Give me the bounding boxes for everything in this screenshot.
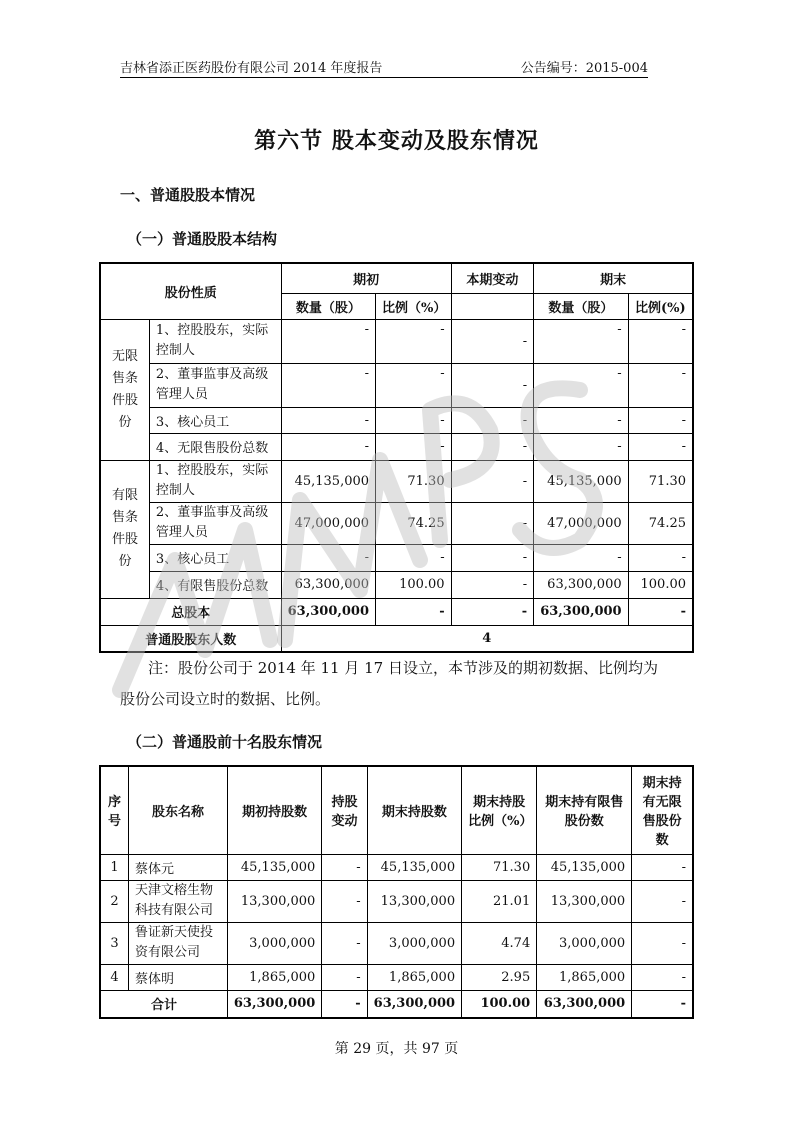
header-end-qty: 数量（股） xyxy=(534,293,628,319)
header-begin: 期初 xyxy=(281,263,451,293)
table-row: 有限售条件股份 1、控股股东，实际控制人 45,135,000 71.30 - 45,135,000 71.30 xyxy=(100,460,693,502)
table-row: 无限售条件股份 1、控股股东，实际控制人 - - - - - xyxy=(100,319,693,363)
header-begin-qty: 数量（股） xyxy=(281,293,375,319)
top-holders-table xyxy=(99,765,694,1019)
header-end-ratio: 比例(%) xyxy=(628,293,693,319)
total-row: 总股本 63,300,000 - - 63,300,000 - xyxy=(100,598,693,625)
table-row: 2、董事监事及高级管理人员 - - - - - xyxy=(100,363,693,407)
table-row: 4、有限售股份总数 63,300,000 100.00 - 63,300,000 100.00 xyxy=(100,571,693,598)
subsection-heading-top-holders: （二）普通股前十名股东情况 xyxy=(127,733,323,751)
header-company: 吉林省添正医药股份有限公司 2014 年度报告 xyxy=(120,61,383,76)
category-restricted: 有限售条件股份 xyxy=(100,460,149,598)
header-nature: 股份性质 xyxy=(100,263,281,319)
table-header-row: 序号 股东名称 期初持股数 持股变动 期末持股数 期末持股比例（%） 期末持有限售股份数 期末持有无限售股份数 xyxy=(100,766,693,854)
header-end: 期末 xyxy=(534,263,693,293)
category-unrestricted: 无限售条件股份 xyxy=(100,319,149,460)
table-row: 1 蔡体元 45,135,000 - 45,135,000 71.30 45,135,000 - xyxy=(100,854,693,880)
header-announcement-no: 公告编号：2015-004 xyxy=(520,61,648,76)
subsection-heading-structure: （一）普通股股本结构 xyxy=(127,230,278,248)
table-row: 2、董事监事及高级管理人员 47,000,000 74.25 - 47,000,000 74.25 xyxy=(100,502,693,544)
table-row: 3、核心员工 - - - - - xyxy=(100,407,693,433)
share-structure-table xyxy=(99,262,694,653)
table-row: 2 天津文榕生物科技有限公司 13,300,000 - 13,300,000 21.01 13,300,000 - xyxy=(100,880,693,922)
page-title: 第六节 股本变动及股东情况 xyxy=(254,128,539,154)
header-begin-ratio: 比例（%） xyxy=(376,293,452,319)
table-row: 4 蔡体明 1,865,000 - 1,865,000 2.95 1,865,000 - xyxy=(100,964,693,990)
header-change: 本期变动 xyxy=(451,263,534,293)
total-row: 合计 63,300,000 - 63,300,000 100.00 63,300,000 - xyxy=(100,990,693,1018)
table-row: 4、无限售股份总数 - - - - - xyxy=(100,433,693,460)
page-header xyxy=(120,55,648,78)
section-heading: 一、普通股股本情况 xyxy=(120,186,256,204)
page-footer: 第 29 页，共 97 页 xyxy=(334,1041,459,1057)
holders-row: 普通股股东人数 4 xyxy=(100,625,693,652)
note-line-2: 股份公司设立时的数据、比例。 xyxy=(120,690,331,708)
note-line-1: 注：股份公司于 2014 年 11 月 17 日设立，本节涉及的期初数据、比例均为 xyxy=(148,659,658,677)
table-row: 3、核心员工 - - - - - xyxy=(100,544,693,571)
header-change-blank xyxy=(451,293,534,319)
table-row: 3 鲁证新天使投资有限公司 3,000,000 - 3,000,000 4.74 3,000,000 - xyxy=(100,922,693,964)
